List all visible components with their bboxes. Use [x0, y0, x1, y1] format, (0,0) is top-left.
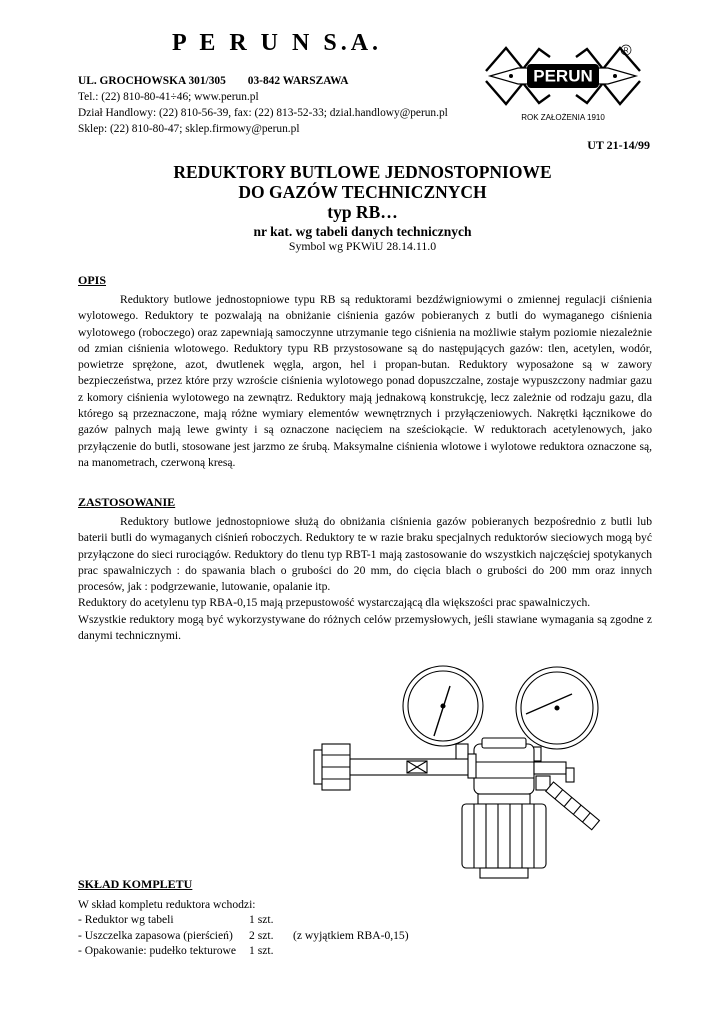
kit-contents	[78, 897, 409, 959]
section-heading-opis: OPIS	[78, 273, 107, 287]
kit-item-name: - Opakowanie: pudełko tekturowe	[78, 944, 237, 958]
kit-item-qty: 1 szt.	[249, 913, 274, 927]
sales-department-line: Dział Handlowy: (22) 810-56-39, fax: (22) 813-52-33; dzial.handlowy@perun.pl	[78, 107, 448, 119]
pressure-reducer-drawing	[310, 658, 620, 880]
title-line-3: typ RB…	[327, 202, 398, 222]
kit-item-qty: 2 szt.	[249, 928, 274, 942]
kit-item-note: (z wyjątkiem RBA-0,15)	[293, 928, 409, 942]
opis-paragraph	[78, 292, 652, 471]
street-address: UL. GROCHOWSKA 301/305	[78, 75, 226, 87]
phone-website-line: Tel.: (22) 810-80-41÷46; www.perun.pl	[78, 91, 259, 103]
logo-founded-text: ROK ZAŁOŻENIA 1910	[521, 113, 605, 122]
zastosowanie-text-2: Reduktory do acetylenu typ RBA-0,15 mają przepustowość wystarczającą dla większości prac spawalniczych.	[78, 596, 591, 610]
company-address-block	[78, 73, 448, 137]
kit-item-qty: 1 szt.	[249, 944, 274, 958]
pkwiu-symbol: Symbol wg PKWiU 28.14.11.0	[288, 239, 437, 253]
document-title-block	[0, 162, 725, 253]
kit-item-name: - Uszczelka zapasowa (pierścień)	[78, 928, 233, 942]
list-item	[78, 928, 409, 943]
list-item	[78, 943, 274, 958]
title-line-2: DO GAZÓW TECHNICZNYCH	[238, 182, 487, 202]
registered-mark: R	[623, 47, 629, 55]
shop-contact-line: Sklep: (22) 810-80-47; sklep.firmowy@perun.pl	[78, 123, 300, 135]
section-heading-sklad: SKŁAD KOMPLETU	[78, 877, 193, 891]
opis-text: Reduktory butlowe jednostopniowe typu RB są reduktorami bezdźwigniowymi o zmiennej regulacji ciśnienia wylotowego. Reduktory te pozwalają na obniżanie ciśnienia gazów pobieranych z butli do wymaganego ciśnienia wylotowego (roboczego) oraz zapewniają samoczynne utrzymanie tego ciśnienia na możliwie stałym poziomie niezależnie od zmian ciśnienia wlotowego. Reduktory typu RB przystosowane są do następujących gazów: tlen, acetylen, wodór, powietrze sprężone, azot, dwutlenek węgla, argon, hel i propan-butan. Reduktory wyposażone są w zawory bezpieczeństwa, przez które przy wzroście ciśnienia wylotowego ponad dopuszczalne, zostaje wypuszczony nadmiar gazu z komory ciśnienia wylotowego na zewnątrz. Reduktory mają jednakową konstrukcję, lecz zależnie od rodzaju gazu, dla którego są przeznaczone, mają różne wymiary elementów wewnętrznych i przyłączeniowych. Nakrętki łącznikowe do gazów palnych mają lewe gwinty i są oznaczone nacięciem na sześciokącie. W reduktorach acetylenowych, jako przyłączenie do butli, stosowane jest jarzmo ze śrubą. Maksymalne ciśnienia wlotowe i wylotowe reduktora oznaczone są, na manometrach, czerwoną kresą.	[78, 293, 652, 469]
street-address-line	[78, 73, 448, 89]
perun-logo	[478, 40, 648, 126]
document-code: UT 21-14/99	[587, 138, 650, 152]
list-item	[78, 912, 274, 927]
logo-brand-text: PERUN	[533, 66, 593, 86]
catalog-number-note: nr kat. wg tabeli danych technicznych	[253, 224, 472, 239]
title-line-1: REDUKTORY BUTLOWE JEDNOSTOPNIOWE	[173, 162, 552, 182]
kit-intro: W skład kompletu reduktora wchodzi:	[78, 898, 256, 911]
zastosowanie-text-1: Reduktory butlowe jednostopniowe służą do obniżania ciśnienia gazów pobieranych bezpośrednio z butli lub baterii butli do wymaganych ciśnień roboczych. Reduktory te w razie braku specjalnych reduktorów sieciowych mogą być przyłączone do sieci rurociągów. Reduktory do tlenu typ RBT-1 mają zastosowanie do wszystkich najczęściej spotykanych prac spawalniczych : do spawania blach o grubości do 20 mm, do cięcia blach o grubości do 200 mm oraz innych procesów, jak : podgrzewanie, lutowanie, opalanie itp.	[78, 515, 652, 594]
kit-item-name: - Reduktor wg tabeli	[78, 913, 174, 927]
section-heading-zastosowanie: ZASTOSOWANIE	[78, 495, 176, 509]
postal-city: 03-842 WARSZAWA	[247, 75, 349, 87]
company-name: P E R U N S.A.	[172, 30, 383, 56]
zastosowanie-text-3: Wszystkie reduktory mogą być wykorzystywane do różnych celów przemysłowych, jeśli stawiane wymagania są zgodne z danymi technicznymi.	[78, 612, 652, 643]
zastosowanie-paragraph	[78, 514, 652, 644]
